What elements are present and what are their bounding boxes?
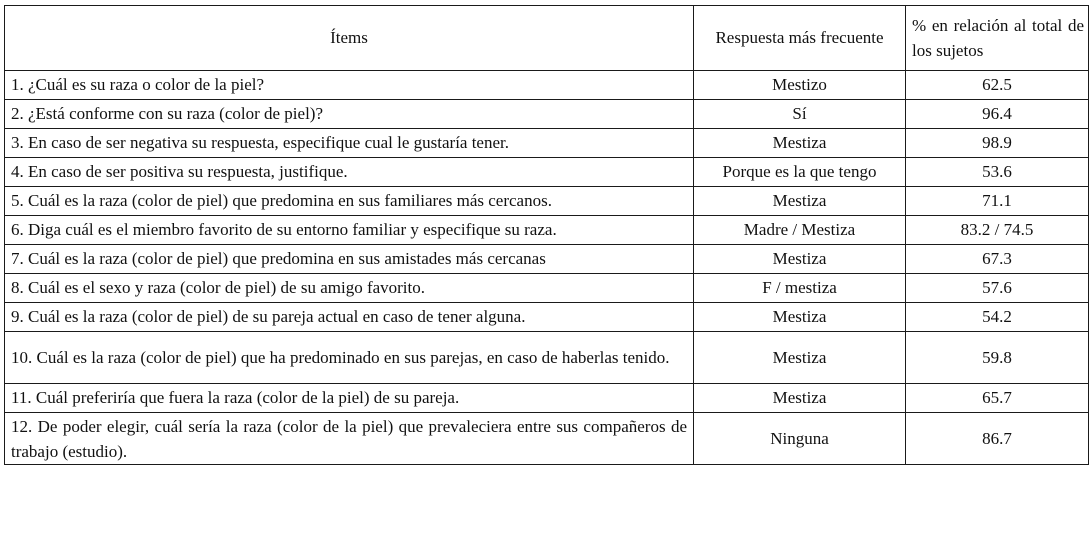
item-cell: 11. Cuál preferiría que fuera la raza (color de la piel) de su pareja. [5,384,694,413]
percent-cell: 67.3 [906,245,1089,274]
table-row [5,100,1089,129]
table-row [5,303,1089,332]
table-header-row [5,6,1089,71]
header-items: Ítems [5,6,694,71]
response-cell: Mestiza [694,187,906,216]
table-row [5,129,1089,158]
item-cell: 2. ¿Está conforme con su raza (color de piel)? [5,100,694,129]
percent-cell: 54.2 [906,303,1089,332]
table-row [5,187,1089,216]
percent-cell: 83.2 / 74.5 [906,216,1089,245]
item-cell: 9. Cuál es la raza (color de piel) de su pareja actual en caso de tener alguna. [5,303,694,332]
header-percent: % en relación al total de los sujetos [906,6,1089,71]
response-cell: Porque es la que tengo [694,158,906,187]
item-cell: 4. En caso de ser positiva su respuesta, justifique. [5,158,694,187]
percent-cell: 98.9 [906,129,1089,158]
table-row [5,384,1089,413]
response-cell: Mestiza [694,332,906,384]
item-cell: 3. En caso de ser negativa su respuesta, especifique cual le gustaría tener. [5,129,694,158]
item-cell: 1. ¿Cuál es su raza o color de la piel? [5,71,694,100]
response-cell: Mestizo [694,71,906,100]
table-row [5,71,1089,100]
percent-cell: 71.1 [906,187,1089,216]
item-cell: 5. Cuál es la raza (color de piel) que predomina en sus familiares más cercanos. [5,187,694,216]
percent-cell: 59.8 [906,332,1089,384]
percent-cell: 57.6 [906,274,1089,303]
response-cell: Mestiza [694,129,906,158]
table-row [5,216,1089,245]
table-row [5,274,1089,303]
response-cell: F / mestiza [694,274,906,303]
response-cell: Mestiza [694,384,906,413]
percent-cell: 62.5 [906,71,1089,100]
percent-cell: 96.4 [906,100,1089,129]
survey-results-table [4,5,1089,465]
percent-cell: 86.7 [906,413,1089,465]
table-row [5,158,1089,187]
item-cell: 7. Cuál es la raza (color de piel) que predomina en sus amistades más cercanas [5,245,694,274]
response-cell: Mestiza [694,303,906,332]
percent-cell: 53.6 [906,158,1089,187]
item-cell: 8. Cuál es el sexo y raza (color de piel) de su amigo favorito. [5,274,694,303]
response-cell: Sí [694,100,906,129]
table-row [5,245,1089,274]
percent-cell: 65.7 [906,384,1089,413]
table-row [5,332,1089,384]
header-response: Respuesta más frecuente [694,6,906,71]
item-cell: 6. Diga cuál es el miembro favorito de su entorno familiar y especifique su raza. [5,216,694,245]
item-cell: 10. Cuál es la raza (color de piel) que ha predominado en sus parejas, en caso de haberlas tenido. [5,332,694,384]
table-row [5,413,1089,465]
response-cell: Madre / Mestiza [694,216,906,245]
response-cell: Mestiza [694,245,906,274]
response-cell: Ninguna [694,413,906,465]
item-cell: 12. De poder elegir, cuál sería la raza (color de la piel) que prevaleciera entre sus compañeros de trabajo (estudio). [5,413,694,465]
